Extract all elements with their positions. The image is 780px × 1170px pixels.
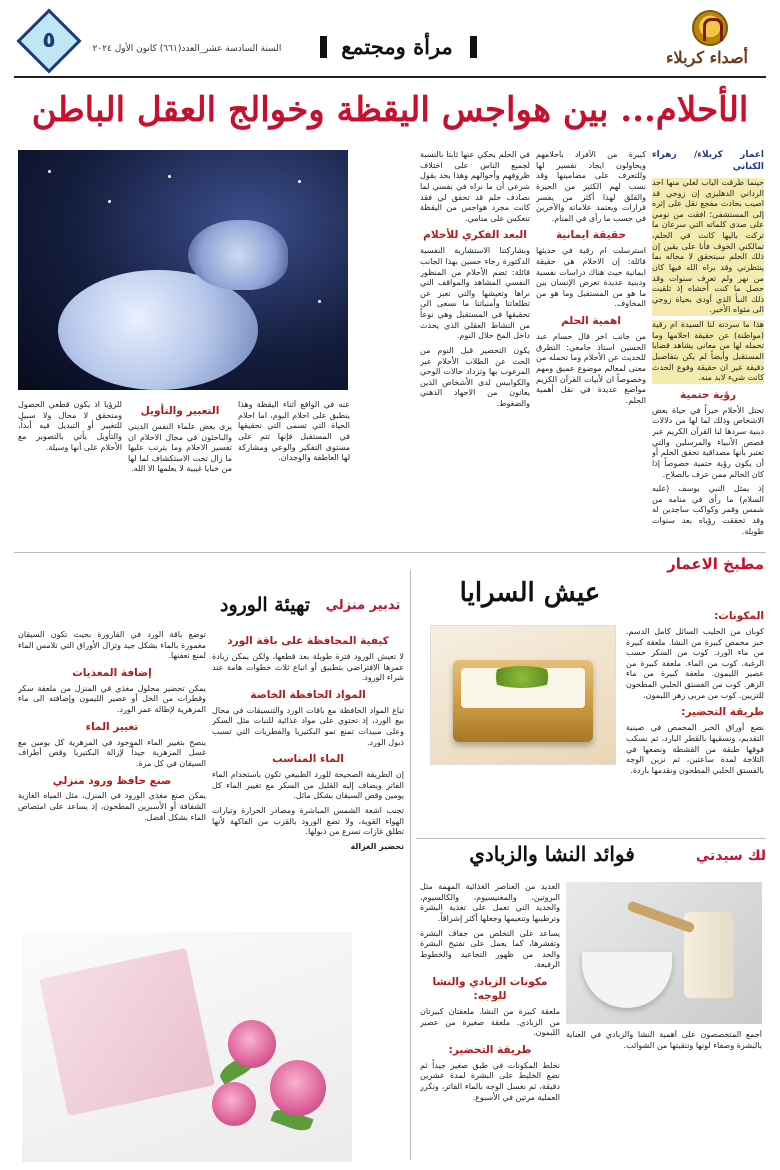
beauty-paragraph: نخلط المكونات في طبق صغير جيداً ثم نضع الخليط على البشرة لمدة عشرين دقيقة، ثم نغسل الوجه بالماء الفاتر، ونكرر العملية مرتين في الأسبوع. <box>420 1060 560 1102</box>
subhead-faith: حقيقة ايمانية <box>555 229 627 242</box>
beauty-article-title: فوائد النشا والزبادي <box>469 842 635 866</box>
beauty-paragraph: أجمع المتخصصون على أهمية النشا والزبادي في العناية بالبشرة وصفاء لونها وتنقيتها من الشوائب. <box>566 1030 762 1050</box>
article-paragraph: من جانب اخر قال حسام عبد الحسين استاذ جامعي: التطرق للحديث عن الأحلام وما تحمله من معنى لمعالم موضوع عميق ومهم وخصوصاً ان لأبيات القرآن الكريم مواضع عديدة في نقل أهمية الحلم. <box>536 332 646 405</box>
home-paragraph: ينصح بتغيير الماء الموجود في المزهرية كل يومين مع غسل المزهرية جيداً لإزالة البكتيريا وقص أطراف السيقان في كل مرة. <box>18 737 206 768</box>
roses-image <box>22 932 352 1162</box>
issue-info: السنة السادسة عشر_العدد(٦٦١) كانون الأول ٢٠٢٤ <box>92 44 282 54</box>
rose-flower <box>212 1082 256 1126</box>
home-paragraph: لا تعيش الورود فترة طويلة بعد قطعها، ولكن يمكن زيادة عمرها الافتراضي بتطبيق أو اتباع ثلاث خطوات هامة عند شراء الورود. <box>212 651 404 683</box>
home-column-1 <box>212 630 404 928</box>
article-paragraph: للرؤيا اذ يكون قطعي الحصول ومتحقق لا محال ولا سبيل للتغيير أو التبديل فيه أبداً، والتأويل يأتي بالتصوير مع الأحلام على أنها وسيلة. <box>18 400 122 452</box>
subhead-intellectual: البعد الفكري للأحلام <box>423 229 527 242</box>
star-icon <box>108 200 111 203</box>
beauty-column-2 <box>566 1030 762 1158</box>
section-bar-left <box>320 36 327 58</box>
article-column-2 <box>536 150 646 548</box>
star-icon <box>48 170 51 173</box>
rose-flower <box>270 1060 326 1116</box>
brand-name: أصداء كربلاء <box>666 48 748 67</box>
article-column-1 <box>652 150 764 548</box>
article-paragraph: وبشاركتنا الاستشارية النفسية الدكتورة رجاء حسين بهذا الجانب قائلة: تضم الأحلام من المنظور النفسي المشاهد والمواقف التي نراها وتعيشها والتي تعبر عن تطلعاتنا وأمنياتنا ما نسعى الى تحقيقها في المستقبل وهي نوعاً من النشاط العقلي الذي يحدث داخل المخ خلال النوم. <box>420 246 530 341</box>
page-number: ٥ <box>42 28 56 53</box>
subhead-inevitable: رؤية حتمية <box>679 388 737 401</box>
home-subhead: إضافة المغذيات <box>72 666 152 679</box>
gift-box <box>39 948 215 1116</box>
subhead-importance: اهمية الحلم <box>561 315 621 328</box>
home-subhead: تغيير الماء <box>85 720 139 733</box>
article-column-4 <box>238 400 350 548</box>
article-intro-2: هذا ما سردته لنا السيدة ام رقية (مواطنة) عن حقيقة احلامها وما تحمله لها من معاني يشاهد قضايا المستقبل وأيضاً لم يكن بتفاصيل دقيقة غير ان حقيقة وقوع الحدث كانت شيء لابد منه. <box>652 320 764 383</box>
article-paragraph: تحتل الأحلام حيزاً في حياة بعض الاشخاص وذلك لما لها من دلالات دينية سردها لنا القرآن الكريم عبر قصص الأنبياء والمرسلين والتي تعتبر بأنها مصداقية تحقق الحلم أو أن يكون رؤية حتمية خصوصاً إذا كان الحالم ممن عرف بالصلاح. <box>652 405 764 479</box>
flowers-article-title: تهيئة الورود <box>219 594 310 616</box>
recipe-column <box>626 605 764 835</box>
home-paragraph: إن الطريقة الصحيحة للورد الطبيعي تكون باستخدام الماء الفاتر ويضاف إليه القليل من السكر مع تغيير الماء كل يومين وقص السيقان بشكل مائل. <box>212 770 404 801</box>
byline: اعمار كربلاء/ زهراء الكناني <box>652 150 764 172</box>
kitchen-section-label: مطبخ الاعمار <box>667 555 764 573</box>
home-paragraph: يمكن صنع مغذي الورود في المنزل، مثل المياه الغازية الشفافة أو الأسبرين المطحون، إذ يساعد على امتصاص الماء بشكل أفضل. <box>18 791 206 822</box>
star-icon <box>168 175 171 178</box>
home-paragraph: يمكن تحضير محلول مغذي في المنزل من ملعقة سكر وقطرات من الخل أو عصير الليمون وإضافته الى ماء المزهرية لإطالة عمر الورد. <box>18 683 206 715</box>
article-paragraph: إذ يمثل النبي يوسف (عليه السلام) ما رأى في منامه من شمس وقمر وكواكب ساجدين له وقد تحققت رؤياه بعد سنوات طويلة. <box>652 484 764 536</box>
article-paragraph: استرسلت ام رقية في حديثها قائلة: إن الاحلام هي حقيقة ايمانية حيث هناك دراسات نفسية ودينية عديدة تعرض الإنسان بين ما هو من المستقبل وما هو من المخاوف. <box>536 246 646 309</box>
article-column-3 <box>420 150 530 548</box>
recipe-title: عيش السرايا <box>459 578 601 608</box>
beauty-column-1 <box>420 882 560 1152</box>
rose-flower <box>228 1020 276 1068</box>
column-divider <box>410 570 411 1160</box>
page-header <box>0 0 780 78</box>
beauty-paragraph: ملعقة كبيرة من النشا. ملعقتان كبيرتان من الزبادي. ملعقة صغيرة من عصير الليمون. <box>420 1006 560 1038</box>
ingredients-text: كوبان من الحليب السائل كامل الدسم. خبز محمص كبيرة من النشا. ملعقة كبيرة من ماء الورد. كوب من السكر حسب الرغبة. كوب من الماء. ملعقة كبيرة من عصير الليمون. ملعقة كبيرة من ماء الزهر. كوب من الفستق الحلبي المطحون للتزيين. كوب من مربى زهر الليمون. <box>626 626 764 700</box>
dreaming-woman-image <box>18 150 348 390</box>
beauty-subhead: مكونات الزبادي والنشا للوجه: <box>432 976 548 1002</box>
home-paragraph: تجنب اشعة الشمس المباشرة ومصادر الحرارة وتيارات الهواء القوية، ولا تضع الورود بالقرب من الفاكهة لأنها تطلق غازات تسرع من ذبولها. <box>212 806 404 837</box>
section-divider <box>14 552 766 553</box>
method-text: نضع أوراق الخبز المحمص في صينية التقديم، ونسقيها بالقطر البارد، ثم نسكب فوقها طبقة من القشطة ونضعها في الثلاجة لمدة ساعتين، ثم نزين الوجه بالفستق الحلبي المطحون ونقدمها باردة. <box>626 723 764 775</box>
home-paragraph: تباع المواد الحافظة مع باقات الورد والتنسيقات في محال بيع الورد، إذ تحتوي على مواد غذائية للنبات مثل السكر وعلى مبيدات تمنع نمو البكتيريا والفطريات التي تسبب ذبول الورد. <box>212 705 404 747</box>
beauty-paragraph: العديد من العناصر الغذائية المهمة مثل البروتين، والمغنيسيوم، والكالسيوم، والحديد التي تعمل على تغذية البشرة وترطيبها وتنعيمها وجعلها أكثر إشراقاً. <box>420 882 560 923</box>
home-paragraph: توضع باقة الورد في القارورة بحيث تكون السيقان مغمورة بالماء بشكل جيد وتزال الأوراق التي تلامس الماء لمنع تعفنها. <box>18 630 206 661</box>
article-intro: حينما طرقت الباب لعلي منها احد الرداني الدهليزي إن زوجي قد اصيب بحادث مفجع نقل على إثره إلى المستشفى؛ افقت من نومي على صدى كلماته التي سرعان ما تركت باليها كانت في الحلم، تمالكني الخوف فأنا على يقين إن ذلك الحلم سيتحقق لا محاله بما ينتظرني وقد يراه الله فيها كان من نهر ولم تعرف سنوات وقد حصل ما كنت أخشاه إذ تلقيت ذلك النبأ الذي أودى بحياة زوجي الى مثواه الأخير. <box>652 177 764 315</box>
article-column-6 <box>18 400 122 548</box>
article-paragraph: عنه في الواقع أثناء اليقظة وهذا ينطبق على احلام اليوم، اما احلام الحياة التي تسمى التي نحقيقها في المستقبل فإنها تتم على مستوى التفكير والوعي ومشاركة لها العاطفة والوجدان. <box>238 400 350 463</box>
home-section-label: تدبير منزلي <box>325 598 401 613</box>
star-icon <box>318 300 321 303</box>
section-divider <box>416 838 766 839</box>
beauty-subhead: طريقة التحضير: <box>448 1043 532 1056</box>
section-title: مرأة ومجتمع <box>341 34 453 59</box>
home-subhead: كيفية المحافظة على باقة الورد <box>227 635 389 647</box>
main-headline: الأحلام... بين هواجس اليقظة وخوالج العقل الباطن <box>31 90 749 130</box>
article-paragraph: كبيرة من الأفراد بأحلامهم ويحاولون ايجاد تفسير لها وللتعرف على مضامينها وقد نسب لهم الكثير من الحيرة والقلق لهذا أكثر من يفسر قرارات ويعتمد علاماته والآخرين في حسب ما رأى في المنام. <box>536 150 646 223</box>
shrine-emblem-icon <box>692 10 728 46</box>
article-column-5 <box>128 400 232 548</box>
beauty-section-label: لك سيدتي <box>695 848 766 864</box>
home-subhead: الماء المناسب <box>272 753 344 766</box>
pistachio-topping <box>487 666 557 688</box>
article-paragraph: يكون التحضير قبل النوم من الحث عن الطلاب الأحلام غير المرغوب بها وتزداد حالات الوحي والكوابيس لدى الأشخاص الذين يعانون من الاجهاد الذهني والضغوط. <box>420 345 530 409</box>
sleeping-face <box>188 220 288 290</box>
star-icon <box>298 180 301 183</box>
credit: تحضير الغزالة <box>350 841 404 851</box>
article-paragraph: في الحلم يحكي عنها ثابتا بالنسبة لجميع الناس على اختلاف ظروفهم وأحوالهم وهذا بحد بقول شرعي أن ما نراه في نفسي لما نصادف حلم قد تحقق لي فقد كانت مجرد هواجس من اليقظة تنعكس على منامي. <box>420 150 530 223</box>
dessert-image <box>430 625 616 765</box>
home-column-2 <box>18 630 206 928</box>
yogurt-starch-image <box>566 882 762 1024</box>
article-paragraph: يرى بعض علماء النفس الديني والباحثون في مجال الاحلام ان تفسير الاحلام وما يترتب عليها ما زال تحت الاستكشاف لما لها من خبايا غيبية لا يعلمها الا الله. <box>128 421 232 474</box>
home-subhead: صنع حافظ ورود منزلي <box>52 774 172 787</box>
beauty-paragraph: يساعد على التخلص من جفاف البشرة وتقشرها، كما يعمل على تفتيح البشرة والحد من ظهور التجاعيد والخطوط الرفيعة. <box>420 928 560 970</box>
publication-logo <box>652 10 762 70</box>
header-rule <box>14 76 766 78</box>
subhead-interpretation: التعبير والتأويل <box>140 405 220 417</box>
home-subhead: المواد الحافظة الخاصة <box>250 688 366 701</box>
yogurt-bowl <box>582 952 672 1008</box>
section-bar-right <box>470 36 477 58</box>
ingredients-label: المكونات: <box>714 610 764 622</box>
method-label: طريقة التحضير: <box>681 706 764 719</box>
